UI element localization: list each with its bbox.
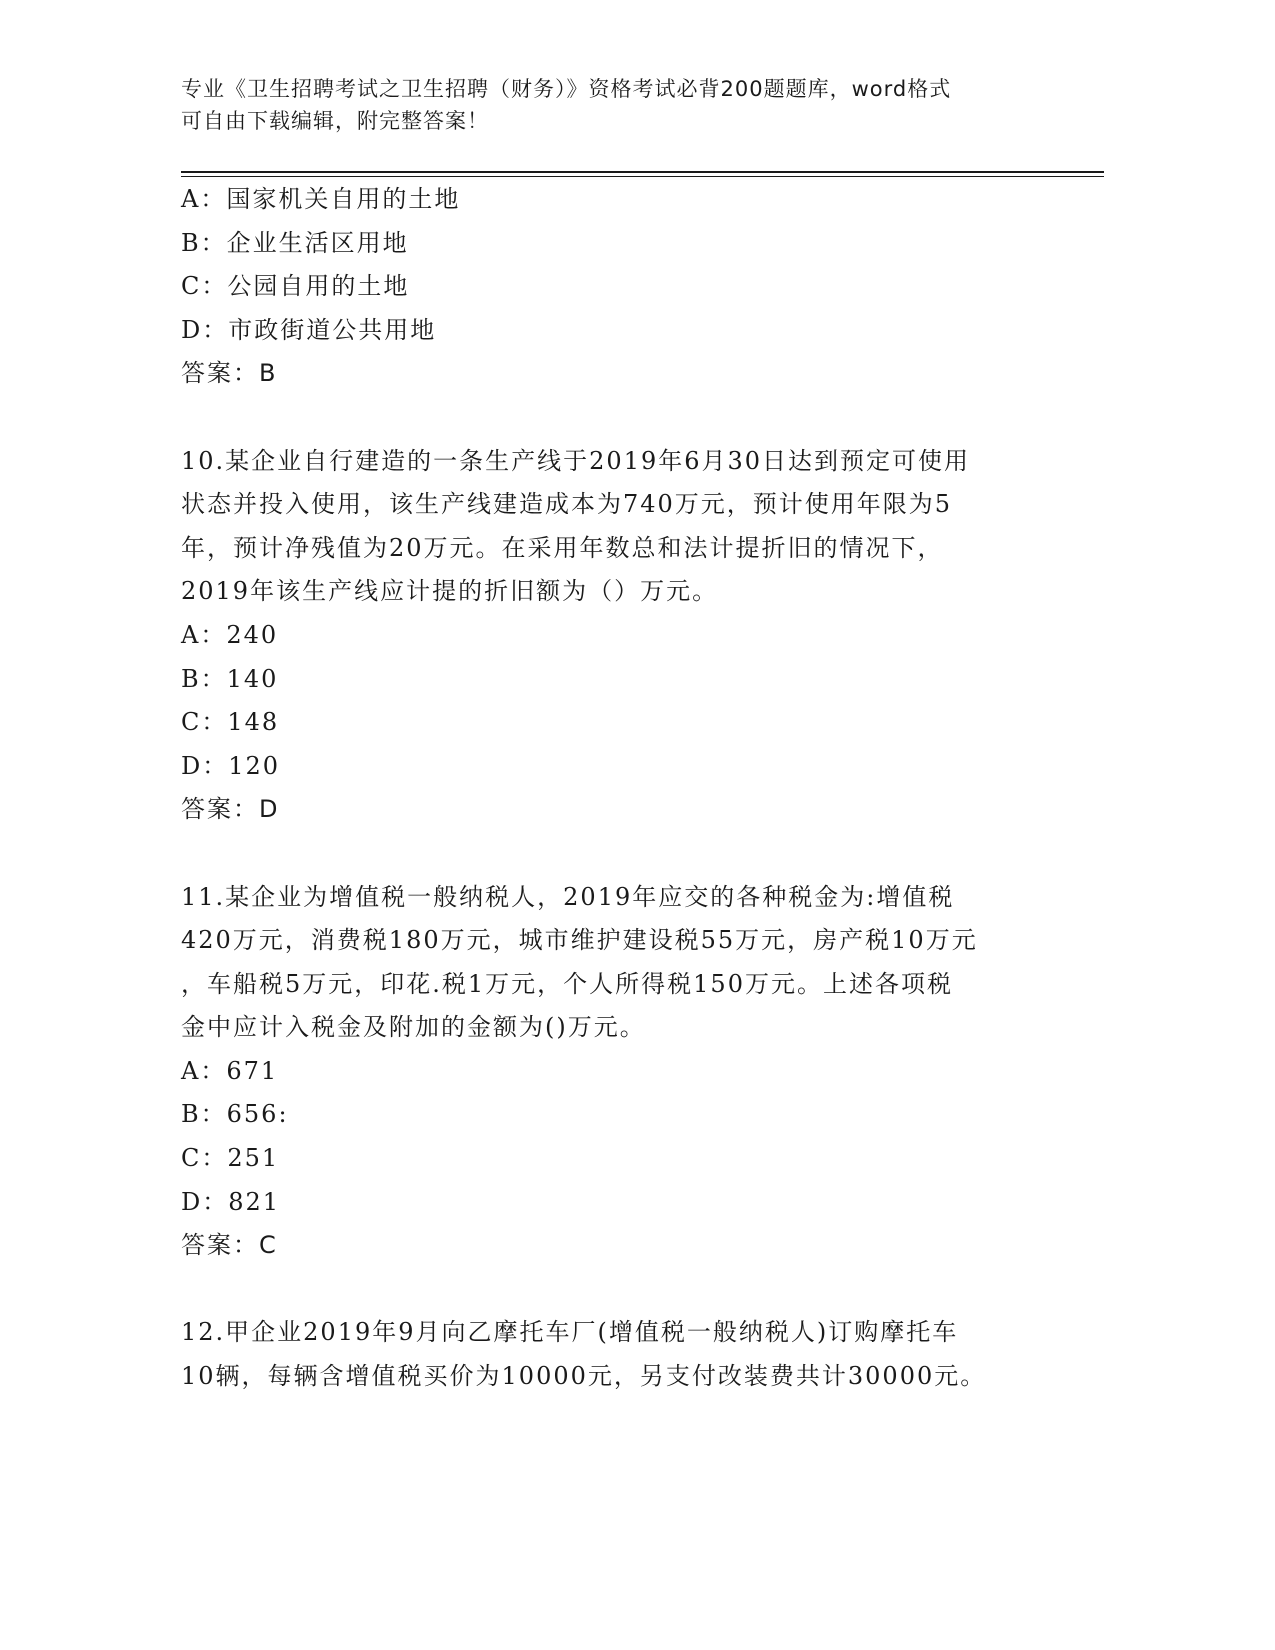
question-10 — [181, 440, 1061, 832]
question-text-line: 12.甲企业2019年9月向乙摩托车厂(增值税一般纳税人)订购摩托车 — [181, 1318, 959, 1347]
answer-line: 答案：B — [181, 359, 278, 388]
question-text-line: 10辆，每辆含增值税买价为10000元，另支付改装费共计30000元。 — [181, 1362, 987, 1391]
question-text-line: ，车船税5万元，印花.税1万元，个人所得税150万元。上述各项税 — [181, 969, 953, 998]
header-divider-thick — [181, 171, 1104, 173]
header-divider-thin — [181, 176, 1104, 177]
answer-line: 答案：C — [181, 1231, 278, 1260]
question-text-line: 420万元，消费税180万元，城市维护建设税55万元，房产税10万元 — [181, 926, 978, 955]
question-11 — [181, 876, 1061, 1268]
question-text-line: 2019年该生产线应计提的折旧额为（）万元。 — [181, 577, 719, 606]
answer-line: 答案：D — [181, 795, 280, 824]
header-line-1: 专业《卫生招聘考试之卫生招聘（财务）》资格考试必背200题题库，word格式 — [181, 77, 952, 101]
header-line-2: 可自由下载编辑，附完整答案！ — [181, 109, 489, 133]
question-text-line: 11.某企业为增值税一般纳税人，2019年应交的各种税金为:增值税 — [181, 882, 955, 911]
question-spacer — [181, 396, 1061, 440]
option-d: D：市政街道公共用地 — [181, 315, 437, 344]
option-d: D：821 — [181, 1187, 281, 1216]
question-text-line: 年，预计净残值为20万元。在采用年数总和法计提折旧的情况下， — [181, 533, 944, 562]
question-text-line: 10.某企业自行建造的一条生产线于2019年6月30日达到预定可使用 — [181, 446, 971, 475]
option-a: A：671 — [181, 1056, 279, 1085]
question-9 — [181, 178, 1061, 396]
option-b: B：企业生活区用地 — [181, 228, 409, 257]
question-text-line: 状态并投入使用，该生产线建造成本为740万元，预计使用年限为5 — [181, 490, 953, 519]
option-b: B：656: — [181, 1100, 289, 1129]
question-12 — [181, 1311, 1061, 1398]
document-header — [181, 73, 1061, 137]
option-a: A：国家机关自用的土地 — [181, 185, 461, 213]
option-a: A：240 — [181, 620, 279, 649]
question-text-line: 金中应计入税金及附加的金额为()万元。 — [181, 1013, 646, 1042]
option-c: C：148 — [181, 708, 280, 737]
question-spacer — [181, 832, 1061, 876]
option-b: B：140 — [181, 664, 279, 693]
question-list — [181, 178, 1061, 1399]
option-c: C：251 — [181, 1144, 280, 1173]
question-spacer — [181, 1268, 1061, 1312]
option-c: C：公园自用的土地 — [181, 272, 410, 301]
option-d: D：120 — [181, 751, 281, 780]
